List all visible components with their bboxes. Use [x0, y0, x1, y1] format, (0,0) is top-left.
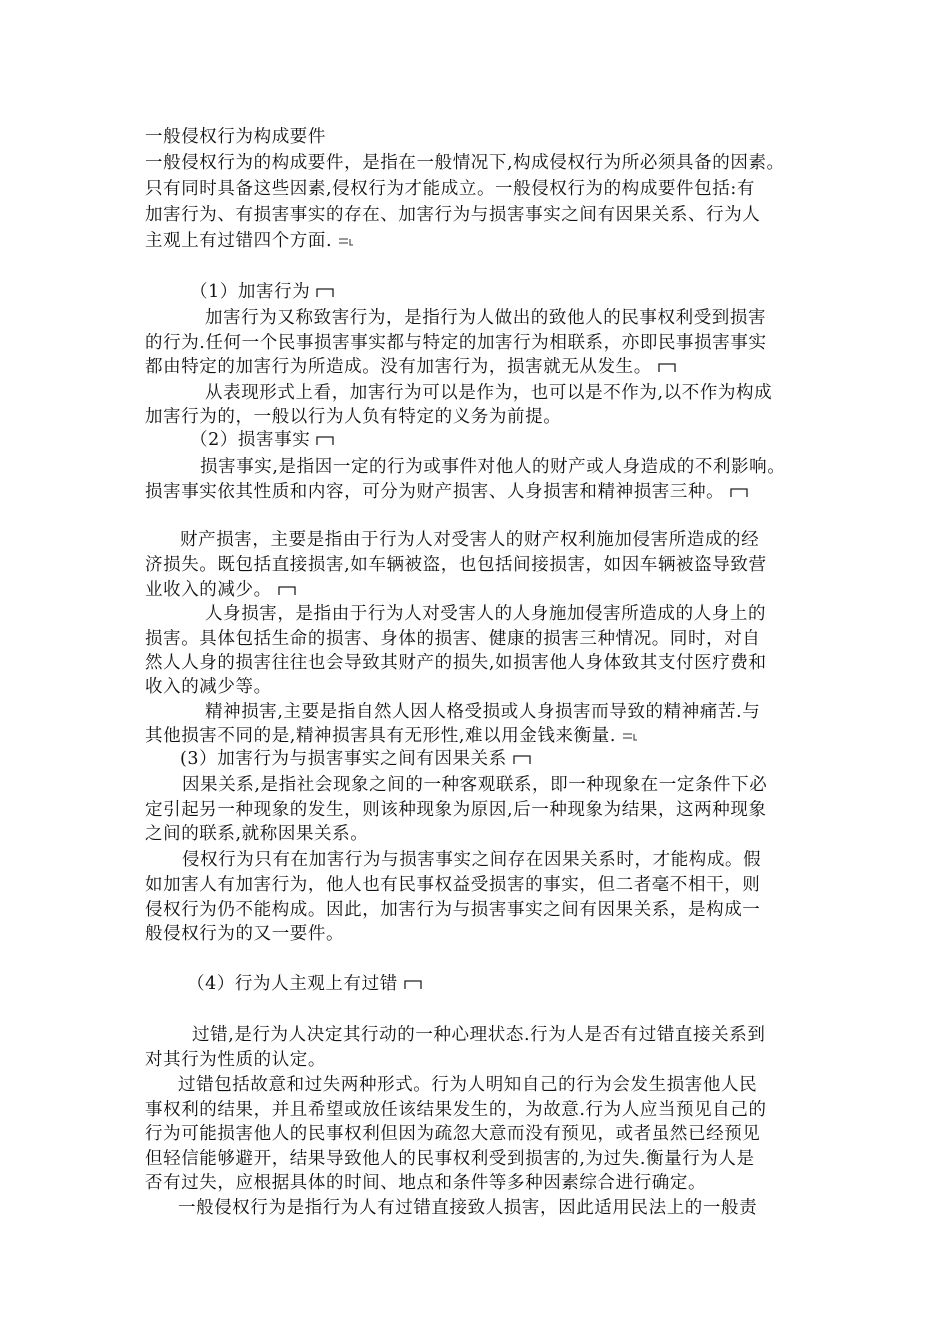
section-heading-3: (3）加害行为与损害事实之间有因果关系	[180, 749, 507, 769]
text-line: 损害事实依其性质和内容，可分为财产损害、人身损害和精神损害三种。	[145, 482, 725, 502]
text-line: 从表现形式上看，加害行为可以是作为，也可以是不作为,以不作为构成	[205, 383, 773, 403]
section-heading-1: （1）加害行为	[190, 282, 311, 302]
paragraph-mark-icon	[513, 748, 531, 772]
text-line: 否有过失，应根据具体的时间、地点和条件等多种因素综合进行确定。	[145, 1173, 707, 1193]
text-line: 侵权行为只有在加害行为与损害事实之间存在因果关系时，才能构成。假	[182, 850, 762, 870]
text-line: 加害行为又称致害行为，是指行为人做出的致他人的民事权利受到损害	[205, 308, 767, 328]
paragraph-mark-icon	[622, 725, 638, 749]
text-line: 行为可能损害他人的民事权利但因为疏忽大意而没有预见，或者虽然已经预见	[145, 1124, 761, 1144]
text-line: 事权利的结果，并且希望或放任该结果发生的，为故意.行为人应当预见自己的	[145, 1100, 767, 1120]
text-line: 如加害人有加害行为，他人也有民事权益受损害的事实，但二者毫不相干，则	[145, 875, 761, 895]
text-line: 过错包括故意和过失两种形式。行为人明知自己的行为会发生损害他人民	[178, 1075, 758, 1095]
text-line: 之间的联系,就称因果关系。	[145, 824, 369, 844]
text-line: 损害。具体包括生命的损害、身体的损害、健康的损害三种情况。同时，对自	[145, 629, 761, 649]
paragraph-mark-icon	[316, 429, 334, 453]
text-line: 财产损害，主要是指由于行为人对受害人的财产权利施加侵害所造成的经	[180, 530, 760, 550]
paragraph-mark-icon	[404, 973, 422, 997]
text-line: 只有同时具备这些因素,侵权行为才能成立。一般侵权行为的构成要件包括:有	[145, 179, 755, 199]
text-line: 然人人身的损害往往也会导致其财产的损失,如损害他人身体致其支付医疗费和	[145, 653, 767, 673]
text-line: 过错,是行为人决定其行动的一种心理状态.行为人是否有过错直接关系到	[192, 1025, 766, 1045]
paragraph-mark-icon	[278, 579, 296, 603]
text-line: 精神损害,主要是指自然人因人格受损或人身损害而导致的精神痛苦.与	[205, 702, 761, 722]
text-line: 业收入的减少。	[145, 580, 272, 600]
text-line: 加害行为、有损害事实的存在、加害行为与损害事实之间有因果关系、行为人	[145, 205, 761, 225]
text-line: 主观上有过错四个方面.	[145, 231, 333, 251]
text-line: 因果关系,是指社会现象之间的一种客观联系，即一种现象在一定条件下必	[182, 775, 768, 795]
text-line: 的行为.任何一个民事损害事实都与特定的加害行为相联系，亦即民事损害事实	[145, 333, 767, 353]
paragraph-mark-icon	[338, 230, 354, 254]
text-line: 都由特定的加害行为所造成。没有加害行为，损害就无从发生。	[145, 357, 652, 377]
text-line: 但轻信能够避开，结果导致他人的民事权利受到损害的,为过失.衡量行为人是	[145, 1149, 755, 1169]
text-line: 收入的减少等。	[145, 677, 272, 697]
text-line: 般侵权行为的又一要件。	[145, 924, 345, 944]
text-line: 一般侵权行为的构成要件，是指在一般情况下,构成侵权行为所必须具备的因素。	[145, 153, 785, 173]
section-heading-4: （4）行为人主观上有过错	[187, 974, 398, 994]
text-line: 济损失。既包括直接损害,如车辆被盗，也包括间接损害，如因车辆被盗导致营	[145, 555, 767, 575]
text-line: 对其行为性质的认定。	[145, 1050, 326, 1070]
text-line: 一般侵权行为是指行为人有过错直接致人损害，因此适用民法上的一般责	[178, 1198, 758, 1218]
text-line: 人身损害，是指由于行为人对受害人的人身施加侵害所造成的人身上的	[205, 604, 767, 624]
text-line: 定引起另一种现象的发生，则该种现象为原因,后一种现象为结果，这两种现象	[145, 800, 767, 820]
section-heading-2: （2）损害事实	[190, 430, 311, 450]
text-line: 加害行为的，一般以行为人负有特定的义务为前提。	[145, 407, 562, 427]
paragraph-mark-icon	[730, 481, 748, 505]
text-line: 损害事实,是指因一定的行为或事件对他人的财产或人身造成的不利影响。	[200, 457, 786, 477]
text-line: 其他损害不同的是,精神损害具有无形性,难以用金钱来衡量.	[145, 726, 616, 746]
text-line: 侵权行为仍不能构成。因此，加害行为与损害事实之间有因果关系，是构成一	[145, 900, 761, 920]
paragraph-mark-icon	[316, 281, 334, 305]
paragraph-mark-icon	[658, 356, 676, 380]
document-title: 一般侵权行为构成要件	[145, 127, 326, 147]
